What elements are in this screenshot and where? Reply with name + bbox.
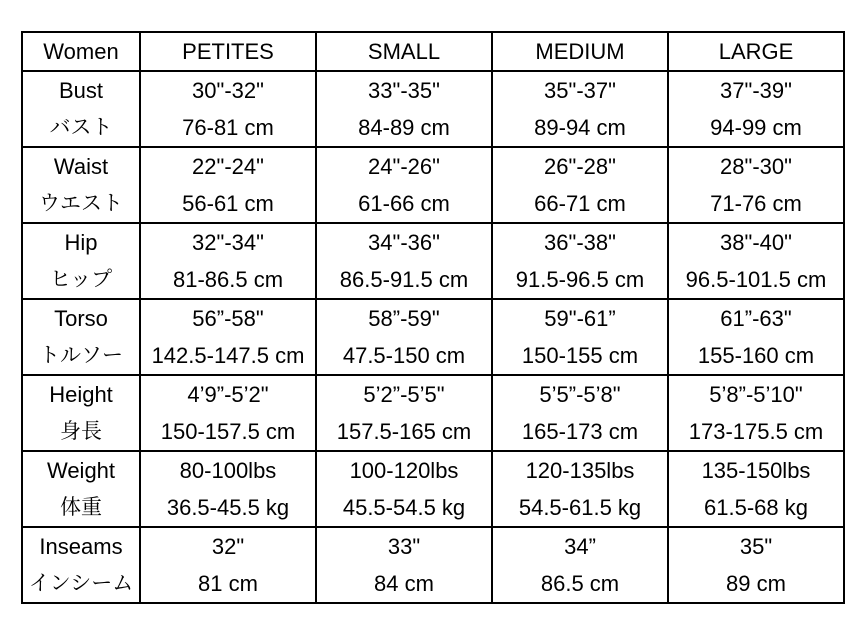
value-metric: 56-61 cm — [182, 191, 274, 216]
value-metric: 150-157.5 cm — [160, 419, 296, 444]
header-size-medium: MEDIUM — [492, 32, 668, 71]
value-metric: 157.5-165 cm — [336, 419, 472, 444]
value-metric: 81 cm — [198, 571, 258, 596]
row-label-cell — [22, 147, 140, 223]
value-imperial: 80-100lbs — [179, 458, 277, 483]
row-label-en: Torso — [54, 306, 108, 331]
value-metric: 86.5-91.5 cm — [339, 267, 469, 292]
value-metric: 91.5-96.5 cm — [515, 267, 645, 292]
value-metric: 84-89 cm — [358, 115, 450, 140]
value-metric: 45.5-54.5 kg — [342, 495, 466, 520]
value-cell-large — [668, 223, 844, 299]
value-cell-small — [316, 299, 492, 375]
value-metric: 96.5-101.5 cm — [685, 267, 827, 292]
row-label-cell — [22, 299, 140, 375]
table-row-weight — [22, 451, 844, 527]
table-row-bust — [22, 71, 844, 147]
value-imperial: 135-150lbs — [701, 458, 811, 483]
table-row-waist — [22, 147, 844, 223]
value-metric: 54.5-61.5 kg — [518, 495, 642, 520]
row-label-jp: 体重 — [60, 495, 102, 519]
value-imperial: 35" — [739, 534, 773, 559]
row-label-cell — [22, 527, 140, 603]
value-imperial: 5’5”-5’8" — [539, 382, 621, 407]
value-imperial: 61”-63" — [720, 306, 792, 331]
row-label-cell — [22, 375, 140, 451]
size-chart-header — [22, 32, 844, 71]
header-size-large: LARGE — [668, 32, 844, 71]
header-row — [22, 32, 844, 71]
value-metric: 94-99 cm — [710, 115, 802, 140]
value-imperial: 35"-37" — [544, 78, 616, 103]
value-cell-large — [668, 71, 844, 147]
row-label-en: Weight — [46, 458, 116, 483]
value-cell-small — [316, 71, 492, 147]
row-label-en: Waist — [53, 154, 109, 179]
value-imperial: 58”-59" — [368, 306, 440, 331]
header-size-petites: PETITES — [140, 32, 316, 71]
value-imperial: 4’9”-5’2" — [187, 382, 269, 407]
value-cell-medium — [492, 147, 668, 223]
header-label-women: Women — [22, 32, 140, 71]
value-metric: 61-66 cm — [358, 191, 450, 216]
row-label-en: Height — [49, 382, 113, 407]
value-metric: 84 cm — [374, 571, 434, 596]
value-cell-large — [668, 147, 844, 223]
value-imperial: 37"-39" — [720, 78, 792, 103]
value-metric: 66-71 cm — [534, 191, 626, 216]
value-metric: 36.5-45.5 kg — [166, 495, 290, 520]
table-row-height — [22, 375, 844, 451]
row-label-cell — [22, 451, 140, 527]
value-cell-small — [316, 451, 492, 527]
value-cell-petites — [140, 71, 316, 147]
value-imperial: 33"-35" — [368, 78, 440, 103]
value-cell-medium — [492, 527, 668, 603]
value-cell-petites — [140, 375, 316, 451]
value-imperial: 38"-40" — [720, 230, 792, 255]
row-label-en: Inseams — [39, 534, 123, 559]
row-label-en: Hip — [64, 230, 98, 255]
value-imperial: 24"-26" — [368, 154, 440, 179]
value-imperial: 59"-61” — [544, 306, 616, 331]
value-cell-large — [668, 375, 844, 451]
value-imperial: 32"-34" — [192, 230, 264, 255]
table-row-hip — [22, 223, 844, 299]
size-chart-table — [21, 31, 845, 604]
value-imperial: 120-135lbs — [525, 458, 635, 483]
value-cell-large — [668, 451, 844, 527]
row-label-cell — [22, 223, 140, 299]
row-label-jp: ヒップ — [49, 267, 113, 291]
value-imperial: 5’8”-5’10" — [709, 382, 803, 407]
value-cell-medium — [492, 375, 668, 451]
value-imperial: 36"-38" — [544, 230, 616, 255]
value-cell-petites — [140, 223, 316, 299]
value-cell-small — [316, 147, 492, 223]
value-imperial: 33" — [387, 534, 421, 559]
row-label-jp: 身長 — [60, 419, 102, 443]
row-label-jp: トルソー — [39, 343, 123, 367]
row-label-cell — [22, 71, 140, 147]
value-metric: 47.5-150 cm — [342, 343, 466, 368]
value-imperial: 22"-24" — [192, 154, 264, 179]
value-imperial: 28"-30" — [720, 154, 792, 179]
value-imperial: 56”-58" — [192, 306, 264, 331]
value-metric: 71-76 cm — [710, 191, 802, 216]
value-metric: 155-160 cm — [697, 343, 815, 368]
header-size-small: SMALL — [316, 32, 492, 71]
value-imperial: 5’2”-5’5" — [363, 382, 445, 407]
value-metric: 150-155 cm — [521, 343, 639, 368]
value-metric: 142.5-147.5 cm — [151, 343, 305, 368]
size-chart-body — [22, 71, 844, 603]
value-imperial: 26"-28" — [544, 154, 616, 179]
value-metric: 61.5-68 kg — [704, 495, 808, 520]
row-label-jp: バスト — [49, 115, 113, 139]
value-cell-petites — [140, 451, 316, 527]
value-metric: 89 cm — [726, 571, 786, 596]
value-cell-medium — [492, 451, 668, 527]
table-row-torso — [22, 299, 844, 375]
value-cell-medium — [492, 223, 668, 299]
value-metric: 81-86.5 cm — [172, 267, 284, 292]
value-cell-small — [316, 527, 492, 603]
value-cell-petites — [140, 527, 316, 603]
value-imperial: 100-120lbs — [349, 458, 459, 483]
value-cell-small — [316, 223, 492, 299]
value-metric: 76-81 cm — [182, 115, 274, 140]
value-cell-medium — [492, 299, 668, 375]
value-imperial: 30"-32" — [192, 78, 264, 103]
value-cell-petites — [140, 147, 316, 223]
value-imperial: 34” — [564, 534, 596, 559]
table-row-inseams — [22, 527, 844, 603]
row-label-jp: ウエスト — [39, 191, 123, 215]
row-label-jp: インシーム — [28, 571, 134, 595]
value-cell-large — [668, 299, 844, 375]
value-cell-petites — [140, 299, 316, 375]
value-metric: 165-173 cm — [521, 419, 639, 444]
row-label-en: Bust — [58, 78, 104, 103]
value-imperial: 32" — [211, 534, 245, 559]
value-metric: 89-94 cm — [534, 115, 626, 140]
value-cell-medium — [492, 71, 668, 147]
value-cell-large — [668, 527, 844, 603]
value-metric: 173-175.5 cm — [688, 419, 824, 444]
value-imperial: 34"-36" — [368, 230, 440, 255]
value-metric: 86.5 cm — [540, 571, 620, 596]
value-cell-small — [316, 375, 492, 451]
